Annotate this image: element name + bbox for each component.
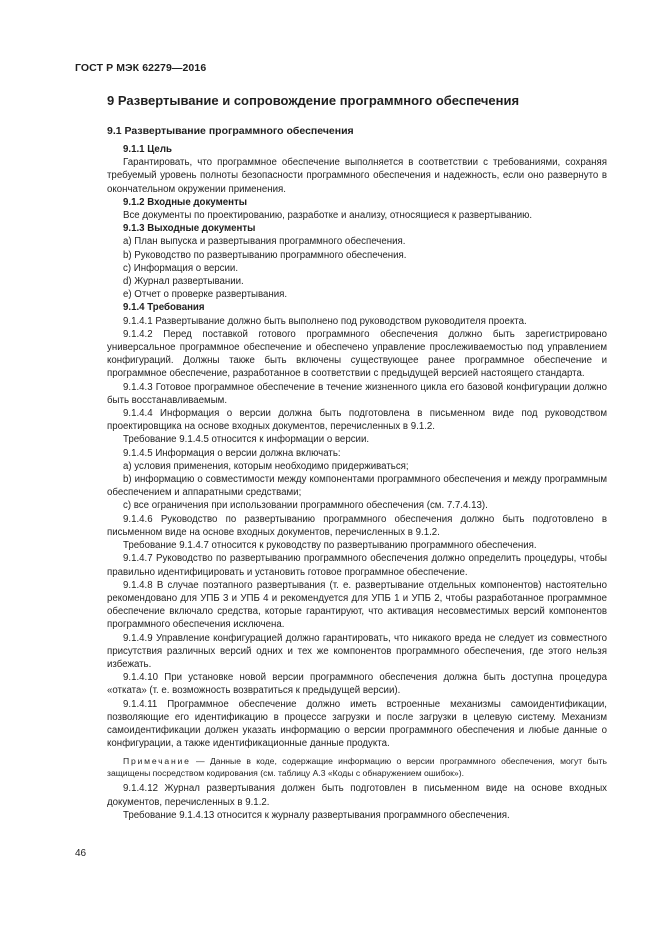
standard-header: ГОСТ Р МЭК 62279—2016 [75, 62, 207, 74]
clause-9-1-4-10: 9.1.4.10 При установке новой версии программного обеспечения должна быть доступна процедура «отката» (т. е. возможность возвратиться к предыдущей версии). [107, 672, 607, 697]
clause-9-1-4-2: 9.1.4.2 Перед поставкой готового программного обеспечения должно быть зарегистрировано универсальное программное обеспечение и обеспечено управление прослеживаемостью под управлением конфигураций. Должны также быть включены существующее ранее программное обеспечение и программное обеспечение, разработанное в соответствии с предыдущей версией настоящего стандарта. [107, 328, 607, 380]
paragraph-9-1-2: Все документы по проектированию, разработке и анализу, относящиеся к развертыванию. [123, 210, 533, 222]
clause-9-1-4-4: 9.1.4.4 Информация о версии должна быть подготовлена в письменном виде под руководством проектировщика на основе входных документов, перечисленных в 9.1.2. [107, 408, 607, 433]
clause-9-1-4-7: 9.1.4.7 Руководство по развертыванию программного обеспечения должно определить процедуры, чтобы правильно идентифицировать и установить готовое программное обеспечение. [107, 553, 607, 578]
subsection-heading-9-1-1: 9.1.1 Цель [123, 144, 172, 155]
note-label: Примечание [123, 756, 191, 767]
list-item: a) условия применения, которым необходимо придерживаться; [123, 460, 409, 472]
page-number: 46 [75, 848, 87, 859]
subsection-heading-9-1-3: 9.1.3 Выходные документы [123, 223, 256, 235]
clause-9-1-4-9: 9.1.4.9 Управление конфигурацией должно гарантировать, что никакого вреда не следует из совместного присутствия различных версий одних и тех же компонентов программного обеспечения, где этого нельзя избежать. [107, 632, 607, 670]
document-body [107, 143, 607, 822]
clause-9-1-4-1: 9.1.4.1 Развертывание должно быть выполнено под руководством руководителя проекта. [123, 315, 527, 327]
paragraph-9-1-1: Гарантировать, что программное обеспечение выполняется в соответствии с требованиями, сохраняя требуемый уровень полноты безопасности программного обеспечения и надежность, если оно развернуто в окончательном окружении применения. [107, 157, 607, 195]
note [107, 755, 607, 779]
chapter-title: 9 Развертывание и сопровождение программного обеспечения [107, 93, 520, 108]
list-item: c) все ограничения при использовании программного обеспечения (см. 7.7.4.13). [123, 500, 488, 512]
note-text: — Данные в коде, содержащие информацию о версии программного обеспечения, могут быть защищены посредством кодирования (см. таблицу А.3 «Коды с обнаружением ошибок»). [107, 756, 607, 779]
subsection-heading-9-1-2: 9.1.2 Входные документы [123, 196, 247, 208]
clause-9-1-4-8: 9.1.4.8 В случае поэтапного развертывания (т. е. развертывание отдельных компонентов) настоятельно рекомендовано для УПБ 3 и УПБ 4 и рекомендуется для УПБ 1 и УПБ 2, чтобы разработанное программное обеспечение включало средства, которые гарантируют, что активация несовместимых версий компонентов программного обеспечения исключена. [107, 579, 607, 631]
clause-9-1-4-12: 9.1.4.12 Журнал развертывания должен быть подготовлен в письменном виде на основе входных документов, перечисленных в 9.1.2. [107, 783, 607, 808]
list-item: c) Информация о версии. [123, 262, 239, 274]
requirement-reference: Требование 9.1.4.5 относится к информации о версии. [123, 434, 370, 446]
list-item: e) Отчет о проверке развертывания. [123, 289, 288, 301]
list-item: a) План выпуска и развертывания программного обеспечения. [123, 236, 406, 248]
requirement-reference: Требование 9.1.4.13 относится к журналу развертывания программного обеспечения. [123, 809, 510, 821]
clause-9-1-4-5: 9.1.4.5 Информация о версии должна включать: [123, 447, 341, 459]
clause-9-1-4-6: 9.1.4.6 Руководство по развертыванию программного обеспечения должно быть подготовлено в письменном виде на основе входных документов, перечисленных в 9.1.2. [107, 513, 607, 538]
requirement-reference: Требование 9.1.4.7 относится к руководству по развертыванию программного обеспечения. [123, 540, 537, 552]
list-item: b) Руководство по развертыванию программного обеспечения. [123, 249, 407, 261]
clause-9-1-4-3: 9.1.4.3 Готовое программное обеспечение в течение жизненного цикла его базовой конфигурации должно быть восстанавливаемым. [107, 381, 607, 406]
section-title: 9.1 Развертывание программного обеспечения [107, 125, 354, 137]
list-item: d) Журнал развертывании. [123, 276, 244, 288]
subsection-heading-9-1-4: 9.1.4 Требования [123, 302, 205, 314]
clause-9-1-4-11: 9.1.4.11 Программное обеспечение должно иметь встроенные механизмы самоидентификации, позволяющие его идентификацию в процессе загрузки и после загрузки в целевую систему. Механизм самоидентификации должен указать информацию о версии программного обеспечения и любые данные о конфигурации, а также идентификационные данные продукта. [107, 698, 607, 750]
list-item: b) информацию о совместимости между компонентами программного обеспечения и между программным обеспечением и аппаратными средствами; [107, 474, 607, 499]
